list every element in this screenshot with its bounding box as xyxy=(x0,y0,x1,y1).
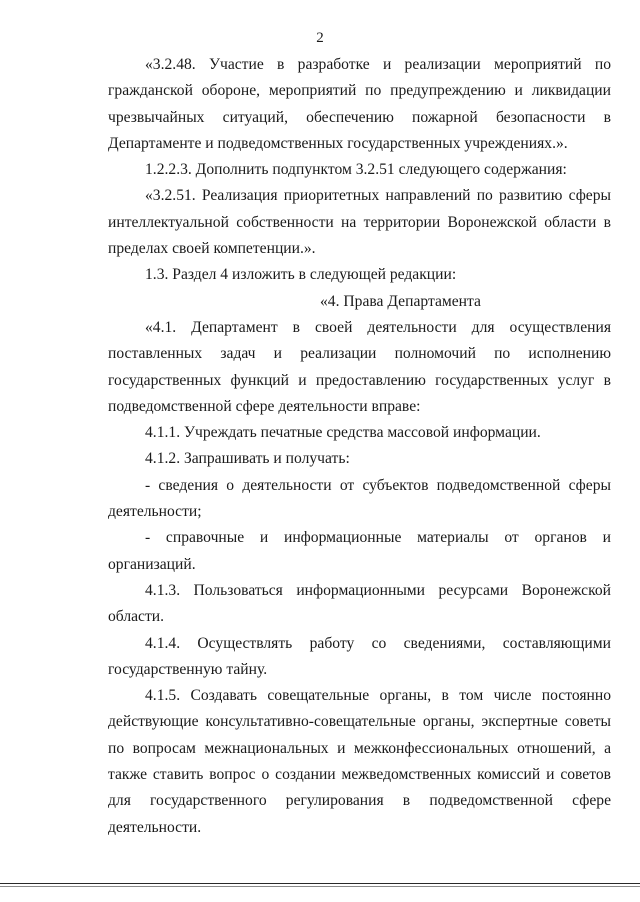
paragraph-1-3: 1.3. Раздел 4 изложить в следующей редакции: xyxy=(145,266,457,284)
paragraph-1-2-2-3: 1.2.2.3. Дополнить подпунктом 3.2.51 следующего содержания: xyxy=(145,161,567,179)
paragraph-4-1-5: 4.1.5. Создавать совещательные органы, в том числе постоянно действующие консультативно-совещательные органы, экспертные советы по вопросам межнациональных и межконфессиональных отношений, а также ставить вопрос о создании межведомственных комиссий и советов для государственного регулирования в подведомственной сфере деятельности. xyxy=(108,687,611,836)
paragraph-3-2-51: «3.2.51. Реализация приоритетных направлений по развитию сферы интеллектуальной собственности на территории Воронежской области в пределах своей компетенции.». xyxy=(108,187,611,258)
paragraph-4-1: «4.1. Департамент в своей деятельности для осуществления поставленных задач и реализации полномочий по исполнению государственных функций и предоставлению государственных услуг в подведомственной сфере деятельности вправе: xyxy=(108,318,611,415)
section-heading: «4. Права Департамента xyxy=(320,292,481,310)
list-item-info: - сведения о деятельности от субъектов подведомственной сферы деятельности; xyxy=(108,476,611,521)
page-number: 2 xyxy=(316,30,324,46)
bottom-divider xyxy=(0,883,640,884)
paragraph-4-1-2: 4.1.2. Запрашивать и получать: xyxy=(145,450,350,468)
paragraph-3-2-48: «3.2.48. Участие в разработке и реализации мероприятий по гражданской обороне, мероприятий по предупреждению и ликвидации чрезвычайных ситуаций, обеспечению пожарной безопасности в Департаменте и подведомственных государственных учреждениях.». xyxy=(108,56,611,152)
paragraph-4-1-3: 4.1.3. Пользоваться информационными ресурсами Воронежской области. xyxy=(108,581,611,626)
paragraph-4-1-4: 4.1.4. Осуществлять работу со сведениями, составляющими государственную тайну. xyxy=(108,634,611,678)
paragraph-4-1-1: 4.1.1. Учреждать печатные средства массовой информации. xyxy=(145,424,541,442)
list-item-materials: - справочные и информационные материалы от органов и организаций. xyxy=(108,529,611,573)
bottom-divider-shadow xyxy=(0,886,640,887)
document-body xyxy=(108,52,611,841)
